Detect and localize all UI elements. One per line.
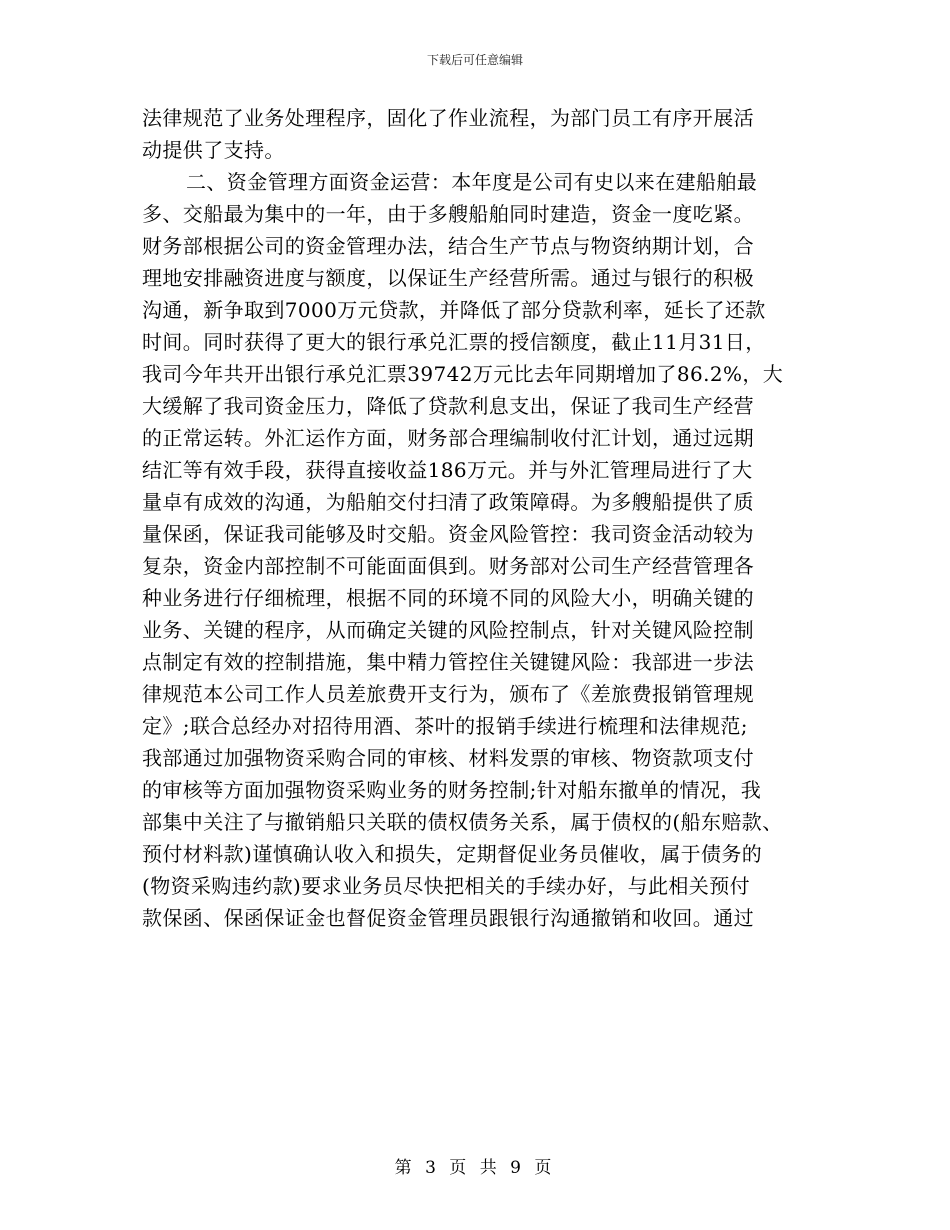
text-line: 沟通，新争取到7000万元贷款，并降低了部分贷款利率，延长了还款 [142,298,766,322]
text-line: 我部通过加强物资采购合同的审核、材料发票的审核、物资款项支付 [142,746,754,770]
text-line: 量卓有成效的沟通，为船舶交付扫清了政策障碍。为多艘船提供了质 [142,490,754,514]
page-number-footer: 第 3 页 共 9 页 [394,1158,556,1178]
text-line: 我司今年共开出银行承兑汇票39742万元比去年同期增加了86.2%，大 [142,362,784,386]
text-line: 理地安排融资进度与额度，以保证生产经营所需。通过与银行的积极 [142,266,754,290]
text-line: 预付材料款)谨慎确认收入和损失，定期督促业务员催收，属于债务的 [142,842,763,866]
text-line: 定》;联合总经办对招待用酒、茶叶的报销手续进行梳理和法律规范; [142,714,748,738]
text-line: 动提供了支持。 [142,138,285,162]
text-line: 的审核等方面加强物资采购业务的财务控制;针对船东撤单的情况，我 [142,778,762,802]
text-line: 法律规范了业务处理程序，固化了作业流程，为部门员工有序开展活 [142,106,754,130]
text-line: 结汇等有效手段，获得直接收益186万元。并与外汇管理局进行了大 [142,458,753,482]
text-line: 大缓解了我司资金压力，降低了贷款利息支出，保证了我司生产经营 [142,394,754,418]
page-header: 下载后可任意编辑 [426,53,523,67]
text-line: 点制定有效的控制措施，集中精力管控住关键键风险：我部进一步法 [142,650,754,674]
text-line: 种业务进行仔细梳理，根据不同的环境不同的风险大小，明确关键的 [142,586,754,610]
text-line: 款保函、保函保证金也督促资金管理员跟银行沟通撤销和收回。通过 [142,906,754,930]
text-line: 财务部根据公司的资金管理办法，结合生产节点与物资纳期计划，合 [142,234,754,258]
text-line: 时间。同时获得了更大的银行承兑汇票的授信额度，截止11月31日， [142,330,766,354]
text-line: 的正常运转。外汇运作方面，财务部合理编制收付汇计划，通过远期 [142,426,754,450]
text-line: 多、交船最为集中的一年，由于多艘船舶同时建造，资金一度吃紧。 [142,202,754,226]
body-text [142,102,810,934]
text-line: (物资采购违约款)要求业务员尽快把相关的手续办好，与此相关预付 [142,874,751,898]
text-line-section-start: 二、资金管理方面资金运营：本年度是公司有史以来在建船舶最 [186,170,758,194]
text-line: 律规范本公司工作人员差旅费开支行为，颁布了《差旅费报销管理规 [142,682,754,706]
text-line: 业务、关键的程序，从而确定关键的风险控制点，针对关键风险控制 [142,618,754,642]
text-line: 复杂，资金内部控制不可能面面俱到。财务部对公司生产经营管理各 [142,554,754,578]
text-line: 量保函，保证我司能够及时交船。资金风险管控：我司资金活动较为 [142,522,754,546]
text-line: 部集中关注了与撤销船只关联的债权债务关系，属于债权的(船东赔款、 [142,810,783,834]
